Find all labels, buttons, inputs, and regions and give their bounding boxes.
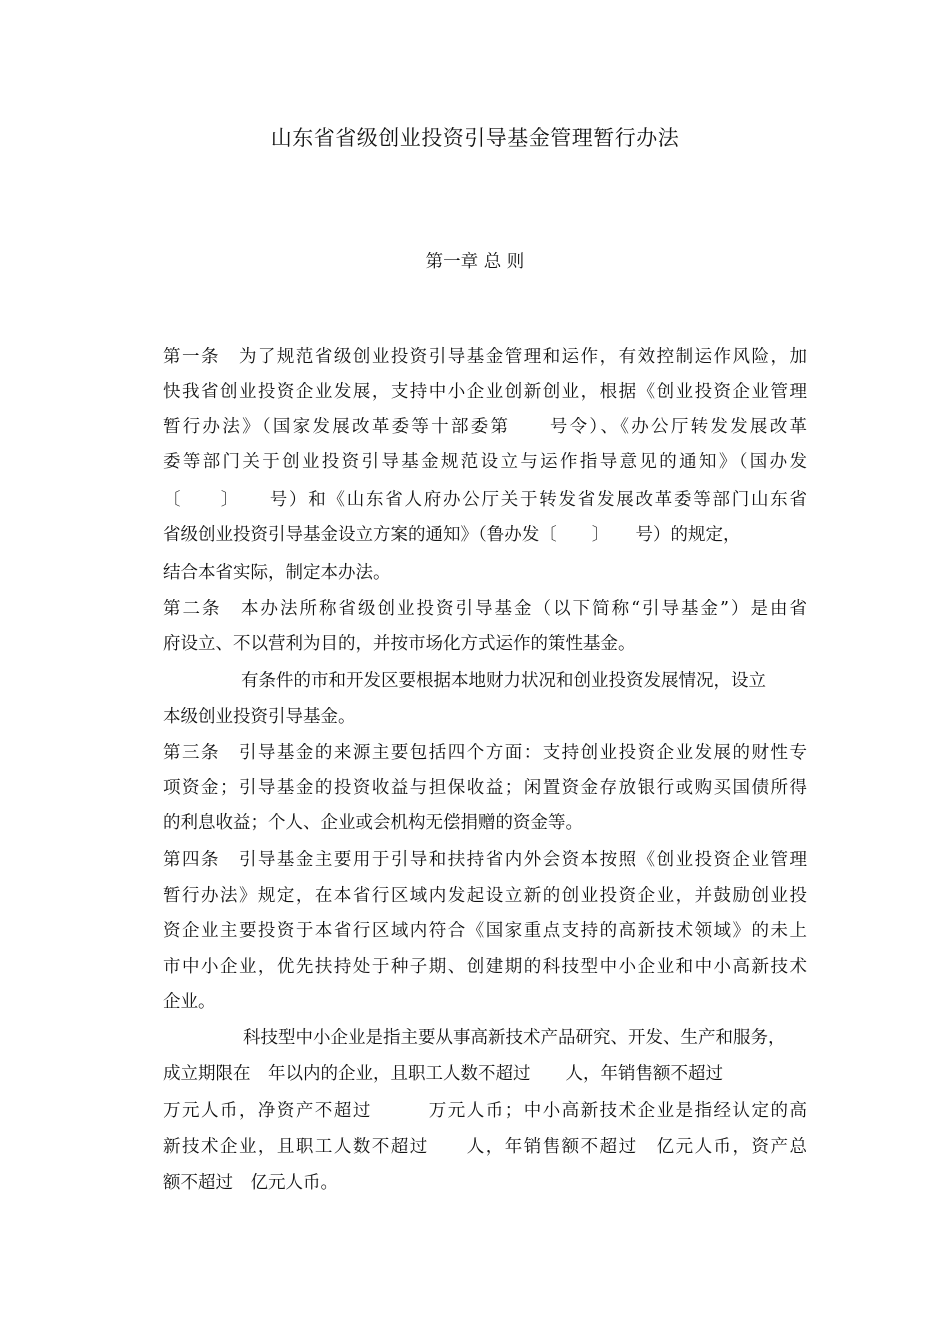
text-line: 府设立、不以营利为目的，并按市场化方式运作的策性基金。 xyxy=(163,634,636,654)
text-line: 结合本省实际，制定本办法。 xyxy=(163,563,391,583)
text-line: 新技术企业，且职工人数不超过 人，年销售额不超过 亿元人币，资产总 xyxy=(163,1137,807,1157)
text-line: 快我省创业投资企业发展，支持中小企业创新创业，根据《创业投资企业管理 xyxy=(163,382,807,402)
text-line: 第四条 引导基金主要用于引导和扶持省内外会资本按照《创业投资企业管理 xyxy=(163,850,807,870)
text-line: 省级创业投资引导基金设立方案的通知》（鲁办发〔 〕 号）的规定， xyxy=(163,525,741,545)
text-line: 资企业主要投资于本省行区域内符合《国家重点支持的高新技术领域》的未上 xyxy=(163,921,807,941)
text-line: 项资金；引导基金的投资收益与担保收益；闲置资金存放银行或购买国债所得 xyxy=(163,778,807,798)
text-line: 〔 〕 号）和《山东省人府办公厅关于转发省发展改革委等部门山东省 xyxy=(163,490,807,510)
text-line: 第一条 为了规范省级创业投资引导基金管理和运作，有效控制运作风险，加 xyxy=(163,347,807,367)
chapter-heading: 第一章 总 则 xyxy=(425,252,525,272)
text-line: 科技型中小企业是指主要从事高新技术产品研究、开发、生产和服务， xyxy=(243,1028,786,1048)
text-line: 本级创业投资引导基金。 xyxy=(163,707,356,727)
text-line: 额不超过 亿元人币。 xyxy=(163,1173,338,1193)
text-line: 暂行办法》（国家发展改革委等十部委第 号令）、《办公厅转发发展改革 xyxy=(163,417,807,437)
text-line: 企业。 xyxy=(163,992,216,1012)
document-title: 山东省省级创业投资引导基金管理暂行办法 xyxy=(270,126,680,150)
text-line: 市中小企业，优先扶持处于种子期、创建期的科技型中小企业和中小高新技术 xyxy=(163,957,807,977)
text-line: 第二条 本办法所称省级创业投资引导基金（以下简称“引导基金”）是由省 xyxy=(163,599,807,619)
text-line: 成立期限在 年以内的企业，且职工人数不超过 人，年销售额不超过 xyxy=(163,1064,723,1084)
text-line: 第三条 引导基金的来源主要包括四个方面：支持创业投资企业发展的财性专 xyxy=(163,743,807,763)
text-line: 的利息收益；个人、企业或会机构无偿捐赠的资金等。 xyxy=(163,813,583,833)
text-line: 有条件的市和开发区要根据本地财力状况和创业投资发展情况，设立 xyxy=(241,671,766,691)
text-line: 万元人币，净资产不超过 万元人币；中小高新技术企业是指经认定的高 xyxy=(163,1101,807,1121)
text-line: 暂行办法》规定，在本省行区域内发起设立新的创业投资企业，并鼓励创业投 xyxy=(163,886,807,906)
text-line: 委等部门关于创业投资引导基金规范设立与运作指导意见的通知》（国办发 xyxy=(163,452,807,472)
